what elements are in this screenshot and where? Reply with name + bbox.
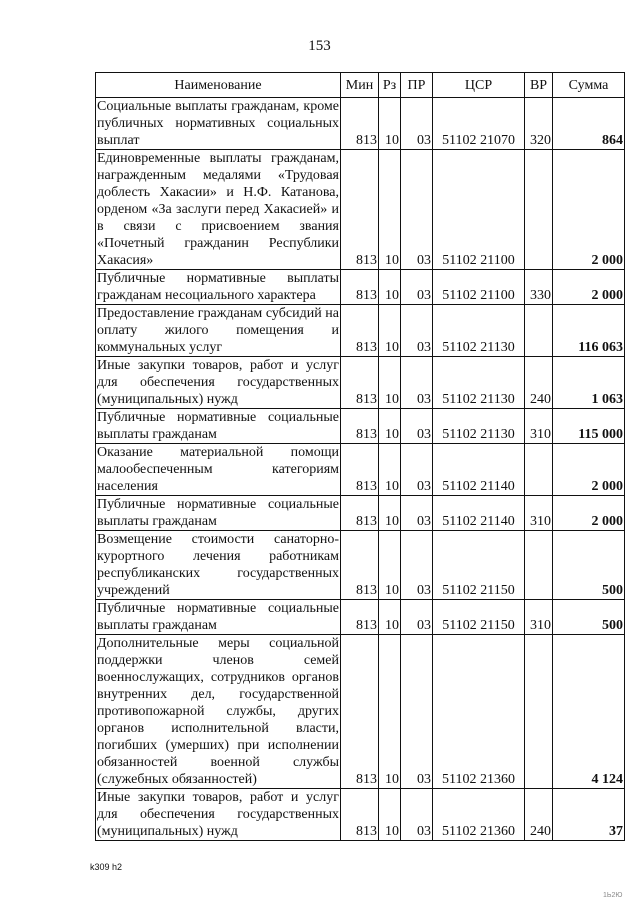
row-csr: 51102 21100 bbox=[433, 150, 525, 270]
row-name: Возмещение стоимости санаторно-курортного лечения работникам республиканских государственных учреждений bbox=[97, 532, 339, 598]
row-rz: 10 bbox=[379, 635, 401, 789]
row-sum: 115 000 bbox=[553, 409, 625, 444]
table-row bbox=[96, 789, 625, 841]
row-vr: 330 bbox=[525, 270, 553, 305]
header-min: Мин bbox=[341, 73, 379, 98]
row-min: 813 bbox=[341, 635, 379, 789]
row-rz: 10 bbox=[379, 444, 401, 496]
row-rz: 10 bbox=[379, 600, 401, 635]
row-vr: 310 bbox=[525, 600, 553, 635]
row-pr: 03 bbox=[401, 789, 433, 841]
row-pr: 03 bbox=[401, 150, 433, 270]
row-csr: 51102 21360 bbox=[433, 789, 525, 841]
row-rz: 10 bbox=[379, 305, 401, 357]
table-row bbox=[96, 270, 625, 305]
row-sum: 864 bbox=[553, 98, 625, 150]
row-name: Иные закупки товаров, работ и услуг для обеспечения государственных (муниципальных) нужд bbox=[97, 358, 339, 407]
budget-table bbox=[95, 72, 625, 841]
header-rz: Рз bbox=[379, 73, 401, 98]
row-csr: 51102 21140 bbox=[433, 496, 525, 531]
row-pr: 03 bbox=[401, 270, 433, 305]
table-row bbox=[96, 357, 625, 409]
row-name: Социальные выплаты гражданам, кроме публичных нормативных социальных выплат bbox=[97, 99, 339, 148]
row-min: 813 bbox=[341, 150, 379, 270]
row-min: 813 bbox=[341, 496, 379, 531]
row-min: 813 bbox=[341, 270, 379, 305]
table-row bbox=[96, 635, 625, 789]
row-min: 813 bbox=[341, 357, 379, 409]
row-sum: 2 000 bbox=[553, 270, 625, 305]
row-name: Единовременные выплаты гражданам, награжденным медалями «Трудовая доблесть Хакасии» и Н.Ф. Катанова, орденом «За заслуги перед Хакасией» и в связи с присвоением звания «Почетный гражданин Республики Хакасия» bbox=[97, 151, 339, 268]
header-sum: Сумма bbox=[553, 73, 625, 98]
row-vr bbox=[525, 635, 553, 789]
row-csr: 51102 21130 bbox=[433, 409, 525, 444]
row-pr: 03 bbox=[401, 98, 433, 150]
table-row bbox=[96, 305, 625, 357]
row-min: 813 bbox=[341, 600, 379, 635]
row-rz: 10 bbox=[379, 789, 401, 841]
row-sum: 2 000 bbox=[553, 496, 625, 531]
row-name: Публичные нормативные выплаты гражданам несоциального характера bbox=[97, 271, 339, 303]
row-pr: 03 bbox=[401, 357, 433, 409]
row-min: 813 bbox=[341, 789, 379, 841]
header-pr: ПР bbox=[401, 73, 433, 98]
row-min: 813 bbox=[341, 531, 379, 600]
table-row bbox=[96, 150, 625, 270]
row-csr: 51102 21140 bbox=[433, 444, 525, 496]
row-csr: 51102 21130 bbox=[433, 357, 525, 409]
row-sum: 2 000 bbox=[553, 444, 625, 496]
row-sum: 4 124 bbox=[553, 635, 625, 789]
row-vr bbox=[525, 150, 553, 270]
row-name: Дополнительные меры социальной поддержки членов семей военнослужащих, сотрудников органов внутренних дел, государственной противопожарной службы, других органов исполнительной власти, погибших (умерших) при исполнении обязанностей военной службы (служебных обязанностей) bbox=[97, 636, 339, 787]
row-pr: 03 bbox=[401, 600, 433, 635]
header-vr: ВР bbox=[525, 73, 553, 98]
table-row bbox=[96, 444, 625, 496]
row-pr: 03 bbox=[401, 409, 433, 444]
header-csr: ЦСР bbox=[433, 73, 525, 98]
row-name: Публичные нормативные социальные выплаты гражданам bbox=[97, 601, 339, 633]
table-row bbox=[96, 98, 625, 150]
row-vr: 310 bbox=[525, 496, 553, 531]
row-csr: 51102 21070 bbox=[433, 98, 525, 150]
row-sum: 37 bbox=[553, 789, 625, 841]
row-name: Иные закупки товаров, работ и услуг для обеспечения государственных (муниципальных) нужд bbox=[97, 790, 339, 839]
row-min: 813 bbox=[341, 305, 379, 357]
table-row bbox=[96, 496, 625, 531]
row-rz: 10 bbox=[379, 409, 401, 444]
row-min: 813 bbox=[341, 409, 379, 444]
row-name: Предоставление гражданам субсидий на оплату жилого помещения и коммунальных услуг bbox=[97, 306, 339, 355]
table-row bbox=[96, 531, 625, 600]
row-csr: 51102 21100 bbox=[433, 270, 525, 305]
row-rz: 10 bbox=[379, 496, 401, 531]
corner-mark: 1Ь2Ю bbox=[603, 892, 623, 899]
row-vr bbox=[525, 531, 553, 600]
table-row bbox=[96, 600, 625, 635]
row-vr: 240 bbox=[525, 357, 553, 409]
row-vr: 240 bbox=[525, 789, 553, 841]
row-min: 813 bbox=[341, 98, 379, 150]
row-name: Публичные нормативные социальные выплаты гражданам bbox=[97, 410, 339, 442]
footer-code: k309 h2 bbox=[90, 862, 123, 872]
table-header-row bbox=[96, 73, 625, 98]
row-csr: 51102 21150 bbox=[433, 600, 525, 635]
row-sum: 2 000 bbox=[553, 150, 625, 270]
row-csr: 51102 21150 bbox=[433, 531, 525, 600]
row-sum: 116 063 bbox=[553, 305, 625, 357]
row-vr: 310 bbox=[525, 409, 553, 444]
row-name: Публичные нормативные социальные выплаты гражданам bbox=[97, 497, 339, 529]
row-vr bbox=[525, 305, 553, 357]
row-csr: 51102 21130 bbox=[433, 305, 525, 357]
row-vr: 320 bbox=[525, 98, 553, 150]
row-sum: 500 bbox=[553, 600, 625, 635]
row-rz: 10 bbox=[379, 531, 401, 600]
row-csr: 51102 21360 bbox=[433, 635, 525, 789]
row-pr: 03 bbox=[401, 444, 433, 496]
row-sum: 500 bbox=[553, 531, 625, 600]
row-pr: 03 bbox=[401, 531, 433, 600]
row-sum: 1 063 bbox=[553, 357, 625, 409]
page-number: 153 bbox=[308, 38, 331, 54]
row-vr bbox=[525, 444, 553, 496]
header-name: Наименование bbox=[96, 73, 341, 98]
table-row bbox=[96, 409, 625, 444]
row-min: 813 bbox=[341, 444, 379, 496]
row-pr: 03 bbox=[401, 305, 433, 357]
row-rz: 10 bbox=[379, 270, 401, 305]
row-pr: 03 bbox=[401, 635, 433, 789]
row-rz: 10 bbox=[379, 98, 401, 150]
row-pr: 03 bbox=[401, 496, 433, 531]
row-name: Оказание материальной помощи малообеспеченным категориям населения bbox=[97, 445, 339, 494]
row-rz: 10 bbox=[379, 357, 401, 409]
row-rz: 10 bbox=[379, 150, 401, 270]
